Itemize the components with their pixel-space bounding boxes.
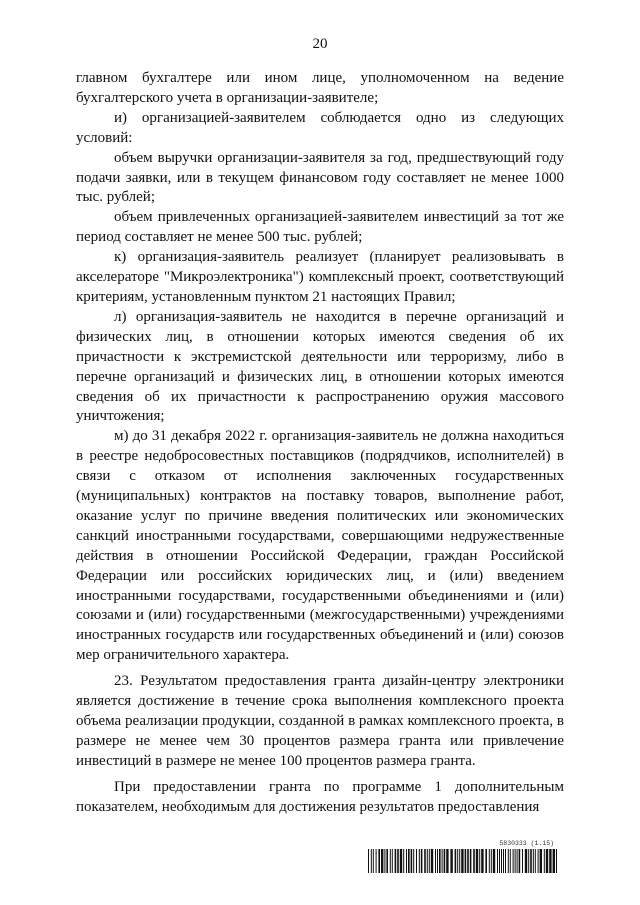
paragraph-continuation: главном бухгалтере или ином лице, уполномоченном на ведение бухгалтерского учета в организации-заявителе; <box>76 70 564 106</box>
paragraph-investment-condition: объем привлеченных организацией-заявителем инвестиций за тот же период составляет не менее 500 тыс. рублей; <box>76 209 564 246</box>
barcode-image <box>368 849 558 873</box>
document-code: 5830333 (1.15) <box>499 840 554 847</box>
paragraph-23: 23. Результатом предоставления гранта дизайн-центру электроники является достижение в течение срока выполнения комплексного проекта объема реализации продукции, созданной в рамках комплексного проекта, в размере не менее чем 30 процентов размера гранта или привлечение инвестиций в размере не менее 100 процентов размера гранта. <box>76 673 564 769</box>
page-number: 20 <box>312 36 328 52</box>
paragraph-item-k: к) организация-заявитель реализует (планирует реализовывать в акселераторе "Микроэлектроника") комплексный проект, соответствующий критериям, установленным пунктом 21 настоящих Правил; <box>76 249 564 305</box>
paragraph-program-1: При предоставлении гранта по программе 1 дополнительным показателем, необходимым для достижения результатов предоставления <box>76 778 564 815</box>
paragraph-item-m: м) до 31 декабря 2022 г. организация-заявитель не должна находиться в реестре недобросовестных поставщиков (подрядчиков, исполнителей) в связи с отказом от исполнения заключенных государственных (муниципальных) контрактов на поставку товаров, выполнение работ, оказание услуг по причине введения политических или экономических санкций иностранными государствами, совершающими недружественные действия в отношении Российской Федерации, граждан Российской Федерации или российских юридических лиц, и (или) введением иностранными государствами, государственными объединениями и (или) союзами и (или) государственными (межгосударственными) учреждениями иностранных государств или государственных объединений и (или) союзов мер ограничительного характера. <box>76 428 564 664</box>
paragraph-item-l: л) организация-заявитель не находится в перечне организаций и физических лиц, в отношении которых имеются сведения об их причастности к экстремистской деятельности или терроризму, либо в перечне организаций и физических лиц, в отношении которых имеются сведения об их причастности к распространению оружия массового уничтожения; <box>76 308 564 425</box>
document-body <box>76 69 564 818</box>
paragraph-revenue-condition: объем выручки организации-заявителя за год, предшествующий году подачи заявки, или в текущем финансовом году составляет не менее 1000 тыс. рублей; <box>76 149 564 206</box>
paragraph-item-i: и) организацией-заявителем соблюдается одно из следующих условий: <box>76 109 564 146</box>
